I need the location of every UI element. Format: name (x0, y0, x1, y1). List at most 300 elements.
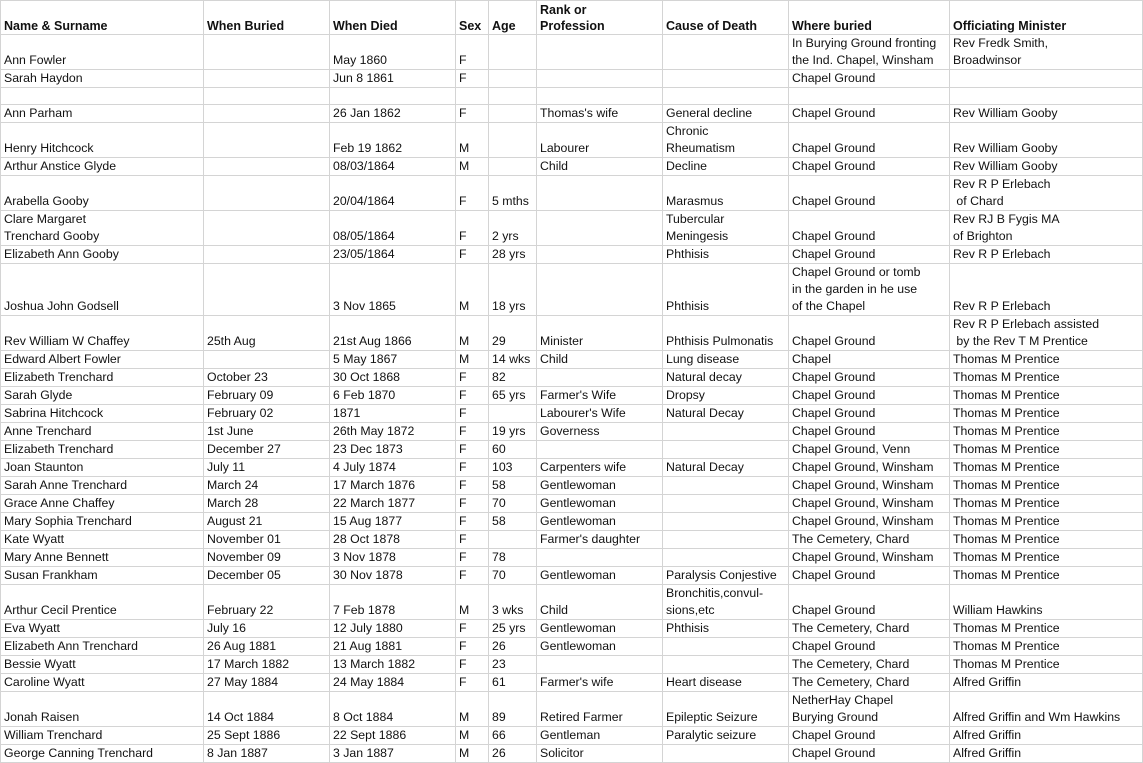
cell-officiating-minister: Thomas M Prentice (950, 423, 1143, 441)
cell-when-died: 26 Jan 1862 (330, 105, 456, 123)
cell-cause-of-death: Phthisis (663, 620, 789, 638)
cell-when-died: 6 Feb 1870 (330, 387, 456, 405)
cell-name-surname: Ann Fowler (1, 35, 204, 70)
cell-rank-profession (537, 246, 663, 264)
cell-sex: F (456, 405, 489, 423)
cell-cause-of-death: Decline (663, 158, 789, 176)
cell-sex: F (456, 35, 489, 70)
cell-sex: F (456, 531, 489, 549)
cell-name-surname: Henry Hitchcock (1, 123, 204, 158)
table-row (1, 423, 1143, 441)
column-header-sex: Sex (456, 1, 489, 35)
cell-where-buried: In Burying Ground fronting the Ind. Chapel, Winsham (789, 35, 950, 70)
cell-when-died: 21 Aug 1881 (330, 638, 456, 656)
cell-where-buried: The Cemetery, Chard (789, 656, 950, 674)
cell-rank-profession (537, 35, 663, 70)
table-row (1, 387, 1143, 405)
cell-name-surname: Elizabeth Trenchard (1, 441, 204, 459)
cell-cause-of-death: Chronic Rheumatism (663, 123, 789, 158)
table-row (1, 549, 1143, 567)
cell-name-surname: Edward Albert Fowler (1, 351, 204, 369)
cell-where-buried: NetherHay Chapel Burying Ground (789, 692, 950, 727)
table-row (1, 35, 1143, 70)
table-row (1, 638, 1143, 656)
cell-when-died: 17 March 1876 (330, 477, 456, 495)
cell-when-buried (204, 176, 330, 211)
cell-age (489, 158, 537, 176)
cell-cause-of-death: Phthisis (663, 246, 789, 264)
cell-age: 82 (489, 369, 537, 387)
cell-rank-profession: Labourer's Wife (537, 405, 663, 423)
cell-cause-of-death (663, 70, 789, 88)
table-row (1, 513, 1143, 531)
cell-where-buried: Chapel Ground (789, 638, 950, 656)
cell-when-buried (204, 246, 330, 264)
cell-sex: M (456, 727, 489, 745)
cell-rank-profession: Gentlewoman (537, 567, 663, 585)
cell-when-buried (204, 123, 330, 158)
cell-name-surname: Susan Frankham (1, 567, 204, 585)
cell-officiating-minister: Rev Fredk Smith, Broadwinsor (950, 35, 1143, 70)
cell-when-died: 28 Oct 1878 (330, 531, 456, 549)
cell-when-buried: March 28 (204, 495, 330, 513)
cell-when-died: 30 Oct 1868 (330, 369, 456, 387)
cell-when-buried: 25th Aug (204, 316, 330, 351)
cell-where-buried: Chapel Ground, Winsham (789, 513, 950, 531)
cell-officiating-minister: Thomas M Prentice (950, 531, 1143, 549)
cell-age: 3 wks (489, 585, 537, 620)
table-row (1, 745, 1143, 763)
cell-when-died: Feb 19 1862 (330, 123, 456, 158)
cell-when-buried: July 16 (204, 620, 330, 638)
cell-sex: F (456, 176, 489, 211)
header-row (1, 1, 1143, 35)
cell-when-died: 3 Nov 1878 (330, 549, 456, 567)
cell-rank-profession: Gentlewoman (537, 477, 663, 495)
cell-cause-of-death: Epileptic Seizure (663, 692, 789, 727)
cell-name-surname: Sarah Anne Trenchard (1, 477, 204, 495)
cell-when-died: 4 July 1874 (330, 459, 456, 477)
cell-sex: F (456, 387, 489, 405)
cell-age: 23 (489, 656, 537, 674)
column-header-where-buried: Where buried (789, 1, 950, 35)
cell-where-buried: Chapel Ground (789, 745, 950, 763)
table-row (1, 585, 1143, 620)
cell-sex: M (456, 123, 489, 158)
cell-rank-profession (537, 176, 663, 211)
cell-name-surname: William Trenchard (1, 727, 204, 745)
cell-cause-of-death: Bronchitis,convul- sions,etc (663, 585, 789, 620)
cell-officiating-minister: Thomas M Prentice (950, 656, 1143, 674)
cell-when-buried: December 05 (204, 567, 330, 585)
table-row (1, 105, 1143, 123)
cell-sex: F (456, 423, 489, 441)
cell-when-buried (204, 105, 330, 123)
cell-cause-of-death: Marasmus (663, 176, 789, 211)
cell-officiating-minister: Thomas M Prentice (950, 567, 1143, 585)
cell-sex: M (456, 316, 489, 351)
cell-when-buried: November 01 (204, 531, 330, 549)
cell-rank-profession: Gentlewoman (537, 513, 663, 531)
cell-rank-profession (537, 441, 663, 459)
cell-when-buried: 25 Sept 1886 (204, 727, 330, 745)
cell-officiating-minister: Thomas M Prentice (950, 351, 1143, 369)
cell-name-surname: Rev William W Chaffey (1, 316, 204, 351)
table-row (1, 692, 1143, 727)
cell-name-surname: Sarah Glyde (1, 387, 204, 405)
table-row (1, 477, 1143, 495)
cell-age: 25 yrs (489, 620, 537, 638)
cell-rank-profession: Minister (537, 316, 663, 351)
cell-when-died: 22 Sept 1886 (330, 727, 456, 745)
cell-where-buried: Chapel Ground (789, 405, 950, 423)
cell-when-died: 3 Nov 1865 (330, 264, 456, 316)
cell-cause-of-death (663, 531, 789, 549)
cell-sex (456, 88, 489, 105)
cell-officiating-minister (950, 70, 1143, 88)
cell-age (489, 105, 537, 123)
table-row (1, 158, 1143, 176)
table-row (1, 531, 1143, 549)
cell-age: 14 wks (489, 351, 537, 369)
cell-rank-profession (537, 549, 663, 567)
cell-name-surname: Ann Parham (1, 105, 204, 123)
cell-name-surname: Jonah Raisen (1, 692, 204, 727)
cell-cause-of-death: Tubercular Meningesis (663, 211, 789, 246)
cell-age (489, 405, 537, 423)
cell-age (489, 35, 537, 70)
table-row (1, 495, 1143, 513)
cell-when-buried (204, 35, 330, 70)
cell-name-surname: Joan Staunton (1, 459, 204, 477)
cell-officiating-minister: Rev William Gooby (950, 158, 1143, 176)
cell-cause-of-death: Natural Decay (663, 405, 789, 423)
cell-where-buried (789, 88, 950, 105)
cell-name-surname: Sabrina Hitchcock (1, 405, 204, 423)
cell-age: 61 (489, 674, 537, 692)
cell-cause-of-death (663, 477, 789, 495)
cell-officiating-minister: Rev William Gooby (950, 105, 1143, 123)
cell-age: 103 (489, 459, 537, 477)
cell-age: 2 yrs (489, 211, 537, 246)
cell-cause-of-death (663, 35, 789, 70)
cell-sex: F (456, 567, 489, 585)
cell-rank-profession: Child (537, 585, 663, 620)
cell-where-buried: Chapel Ground (789, 70, 950, 88)
cell-rank-profession (537, 264, 663, 316)
cell-rank-profession: Child (537, 351, 663, 369)
cell-where-buried: Chapel Ground (789, 246, 950, 264)
cell-name-surname: Elizabeth Trenchard (1, 369, 204, 387)
cell-sex: F (456, 495, 489, 513)
cell-sex: F (456, 246, 489, 264)
cell-age: 70 (489, 495, 537, 513)
cell-age: 66 (489, 727, 537, 745)
table-row (1, 123, 1143, 158)
table-row (1, 211, 1143, 246)
cell-officiating-minister: Thomas M Prentice (950, 549, 1143, 567)
cell-officiating-minister: Rev R P Erlebach (950, 264, 1143, 316)
cell-when-died: 30 Nov 1878 (330, 567, 456, 585)
table-row (1, 70, 1143, 88)
cell-age (489, 88, 537, 105)
cell-when-died: 20/04/1864 (330, 176, 456, 211)
cell-name-surname: Clare Margaret Trenchard Gooby (1, 211, 204, 246)
cell-where-buried: Chapel Ground (789, 211, 950, 246)
cell-name-surname: Arthur Cecil Prentice (1, 585, 204, 620)
cell-where-buried: Chapel Ground, Winsham (789, 549, 950, 567)
table-row (1, 264, 1143, 316)
cell-officiating-minister: Thomas M Prentice (950, 441, 1143, 459)
cell-where-buried: Chapel Ground (789, 176, 950, 211)
cell-where-buried: Chapel Ground, Winsham (789, 459, 950, 477)
cell-cause-of-death: Phthisis Pulmonatis (663, 316, 789, 351)
cell-when-buried: July 11 (204, 459, 330, 477)
cell-name-surname: Grace Anne Chaffey (1, 495, 204, 513)
cell-when-buried (204, 158, 330, 176)
cell-rank-profession: Solicitor (537, 745, 663, 763)
cell-age: 29 (489, 316, 537, 351)
cell-rank-profession (537, 656, 663, 674)
cell-when-died: 21st Aug 1866 (330, 316, 456, 351)
cell-cause-of-death: Phthisis (663, 264, 789, 316)
cell-age: 65 yrs (489, 387, 537, 405)
cell-age: 5 mths (489, 176, 537, 211)
cell-cause-of-death: Natural Decay (663, 459, 789, 477)
cell-sex: M (456, 585, 489, 620)
cell-rank-profession: Gentleman (537, 727, 663, 745)
cell-when-died: 7 Feb 1878 (330, 585, 456, 620)
cell-when-died: May 1860 (330, 35, 456, 70)
cell-sex: F (456, 674, 489, 692)
cell-officiating-minister: Rev William Gooby (950, 123, 1143, 158)
cell-when-died: 22 March 1877 (330, 495, 456, 513)
column-header-officiating-minister: Officiating Minister (950, 1, 1143, 35)
cell-when-died: 15 Aug 1877 (330, 513, 456, 531)
cell-where-buried: Chapel Ground, Winsham (789, 495, 950, 513)
cell-officiating-minister: Thomas M Prentice (950, 513, 1143, 531)
cell-where-buried: The Cemetery, Chard (789, 531, 950, 549)
cell-cause-of-death: Dropsy (663, 387, 789, 405)
cell-sex: M (456, 745, 489, 763)
cell-when-buried: February 09 (204, 387, 330, 405)
cell-when-buried (204, 351, 330, 369)
cell-officiating-minister: Thomas M Prentice (950, 387, 1143, 405)
cell-cause-of-death (663, 495, 789, 513)
table-row (1, 674, 1143, 692)
cell-when-died: 24 May 1884 (330, 674, 456, 692)
cell-age: 70 (489, 567, 537, 585)
cell-cause-of-death: Natural decay (663, 369, 789, 387)
cell-age: 89 (489, 692, 537, 727)
cell-when-died: 8 Oct 1884 (330, 692, 456, 727)
cell-when-died: 26th May 1872 (330, 423, 456, 441)
cell-officiating-minister: Thomas M Prentice (950, 477, 1143, 495)
cell-when-died: 23 Dec 1873 (330, 441, 456, 459)
cell-cause-of-death (663, 423, 789, 441)
table-row (1, 88, 1143, 105)
cell-rank-profession (537, 369, 663, 387)
table-row (1, 369, 1143, 387)
cell-officiating-minister: Rev R P Erlebach of Chard (950, 176, 1143, 211)
cell-where-buried: Chapel Ground, Venn (789, 441, 950, 459)
cell-rank-profession: Thomas's wife (537, 105, 663, 123)
column-header-cause-of-death: Cause of Death (663, 1, 789, 35)
cell-name-surname: Bessie Wyatt (1, 656, 204, 674)
cell-officiating-minister: Thomas M Prentice (950, 459, 1143, 477)
cell-officiating-minister: Thomas M Prentice (950, 638, 1143, 656)
cell-rank-profession: Gentlewoman (537, 638, 663, 656)
cell-sex: M (456, 158, 489, 176)
cell-when-died: 1871 (330, 405, 456, 423)
cell-name-surname: Mary Sophia Trenchard (1, 513, 204, 531)
cell-name-surname: Sarah Haydon (1, 70, 204, 88)
cell-when-buried: 26 Aug 1881 (204, 638, 330, 656)
table-row (1, 316, 1143, 351)
cell-rank-profession: Labourer (537, 123, 663, 158)
cell-where-buried: Chapel Ground (789, 369, 950, 387)
table-row (1, 351, 1143, 369)
cell-sex: F (456, 70, 489, 88)
cell-name-surname: Anne Trenchard (1, 423, 204, 441)
cell-cause-of-death (663, 88, 789, 105)
cell-when-buried: February 02 (204, 405, 330, 423)
cell-when-buried: December 27 (204, 441, 330, 459)
cell-where-buried: Chapel Ground (789, 316, 950, 351)
cell-officiating-minister: Rev R P Erlebach (950, 246, 1143, 264)
cell-when-died: 08/03/1864 (330, 158, 456, 176)
cell-age (489, 531, 537, 549)
cell-cause-of-death: General decline (663, 105, 789, 123)
table-row (1, 567, 1143, 585)
table-row (1, 727, 1143, 745)
cell-where-buried: Chapel (789, 351, 950, 369)
cell-rank-profession: Carpenters wife (537, 459, 663, 477)
cell-where-buried: Chapel Ground (789, 123, 950, 158)
cell-officiating-minister: Alfred Griffin (950, 674, 1143, 692)
cell-when-died: 23/05/1864 (330, 246, 456, 264)
cell-cause-of-death: Heart disease (663, 674, 789, 692)
cell-when-died: 13 March 1882 (330, 656, 456, 674)
cell-when-buried (204, 88, 330, 105)
cell-rank-profession (537, 70, 663, 88)
cell-when-buried: 8 Jan 1887 (204, 745, 330, 763)
cell-when-buried (204, 70, 330, 88)
cell-when-buried: August 21 (204, 513, 330, 531)
cell-where-buried: Chapel Ground (789, 158, 950, 176)
cell-when-buried: 27 May 1884 (204, 674, 330, 692)
cell-sex: F (456, 638, 489, 656)
cell-cause-of-death (663, 441, 789, 459)
cell-name-surname: Eva Wyatt (1, 620, 204, 638)
cell-name-surname: Arabella Gooby (1, 176, 204, 211)
cell-when-buried: February 22 (204, 585, 330, 620)
table-row (1, 176, 1143, 211)
cell-where-buried: Chapel Ground (789, 105, 950, 123)
column-header-when-buried: When Buried (204, 1, 330, 35)
cell-rank-profession: Farmer's wife (537, 674, 663, 692)
cell-cause-of-death (663, 745, 789, 763)
cell-rank-profession: Child (537, 158, 663, 176)
cell-sex: F (456, 477, 489, 495)
cell-cause-of-death: Paralytic seizure (663, 727, 789, 745)
cell-sex: M (456, 351, 489, 369)
cell-officiating-minister: Thomas M Prentice (950, 369, 1143, 387)
cell-name-surname: Joshua John Godsell (1, 264, 204, 316)
cell-age: 78 (489, 549, 537, 567)
cell-sex: F (456, 549, 489, 567)
cell-name-surname (1, 88, 204, 105)
cell-age: 60 (489, 441, 537, 459)
table-row (1, 405, 1143, 423)
cell-age: 58 (489, 477, 537, 495)
cell-when-buried: October 23 (204, 369, 330, 387)
cell-sex: F (456, 459, 489, 477)
cell-cause-of-death: Paralysis Conjestive (663, 567, 789, 585)
cell-where-buried: Chapel Ground (789, 567, 950, 585)
cell-where-buried: Chapel Ground (789, 387, 950, 405)
cell-sex: F (456, 369, 489, 387)
cell-sex: F (456, 513, 489, 531)
cell-sex: F (456, 441, 489, 459)
cell-age: 28 yrs (489, 246, 537, 264)
cell-officiating-minister: Alfred Griffin and Wm Hawkins (950, 692, 1143, 727)
cell-name-surname: Kate Wyatt (1, 531, 204, 549)
cell-officiating-minister: Thomas M Prentice (950, 495, 1143, 513)
cell-cause-of-death (663, 656, 789, 674)
cell-cause-of-death (663, 549, 789, 567)
table-row (1, 656, 1143, 674)
cell-when-died: Jun 8 1861 (330, 70, 456, 88)
cell-officiating-minister: Rev R P Erlebach assisted by the Rev T M Prentice (950, 316, 1143, 351)
cell-cause-of-death: Lung disease (663, 351, 789, 369)
cell-sex: F (456, 620, 489, 638)
cell-rank-profession (537, 88, 663, 105)
cell-age: 26 (489, 745, 537, 763)
cell-when-buried: March 24 (204, 477, 330, 495)
cell-name-surname: Elizabeth Ann Gooby (1, 246, 204, 264)
cell-sex: M (456, 692, 489, 727)
cell-where-buried: Chapel Ground (789, 423, 950, 441)
cell-age: 58 (489, 513, 537, 531)
cell-rank-profession: Gentlewoman (537, 495, 663, 513)
cell-when-buried: 1st June (204, 423, 330, 441)
column-header-when-died: When Died (330, 1, 456, 35)
cell-rank-profession: Governess (537, 423, 663, 441)
table-row (1, 620, 1143, 638)
cell-cause-of-death (663, 513, 789, 531)
cell-officiating-minister: Alfred Griffin (950, 727, 1143, 745)
table-body (1, 35, 1143, 763)
cell-officiating-minister: Thomas M Prentice (950, 620, 1143, 638)
cell-where-buried: Chapel Ground (789, 727, 950, 745)
cell-name-surname: Arthur Anstice Glyde (1, 158, 204, 176)
cell-age: 18 yrs (489, 264, 537, 316)
cell-rank-profession: Farmer's Wife (537, 387, 663, 405)
cell-name-surname: George Canning Trenchard (1, 745, 204, 763)
column-header-age: Age (489, 1, 537, 35)
column-header-name-surname: Name & Surname (1, 1, 204, 35)
cell-sex: M (456, 264, 489, 316)
cell-rank-profession: Retired Farmer (537, 692, 663, 727)
cell-when-died: 5 May 1867 (330, 351, 456, 369)
cell-when-died: 12 July 1880 (330, 620, 456, 638)
table-row (1, 246, 1143, 264)
cell-where-buried: The Cemetery, Chard (789, 620, 950, 638)
cell-when-buried: November 09 (204, 549, 330, 567)
cell-name-surname: Elizabeth Ann Trenchard (1, 638, 204, 656)
cell-name-surname: Mary Anne Bennett (1, 549, 204, 567)
